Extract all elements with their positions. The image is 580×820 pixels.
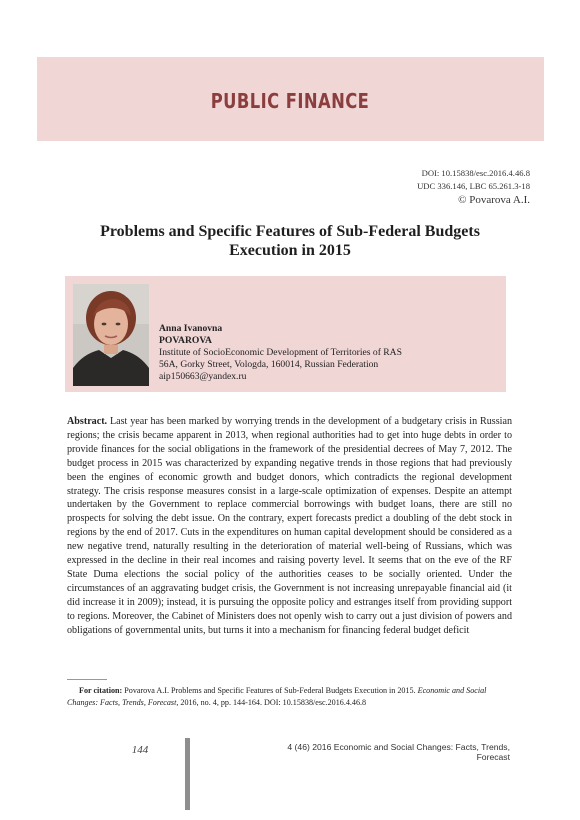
article-meta (417, 167, 530, 207)
footnote-divider (67, 679, 107, 680)
copyright-text: © Povarova A.I. (458, 194, 530, 206)
title-line-2: Execution in 2015 (229, 242, 351, 259)
citation-details: , 2016, no. 4, pp. 144-164. DOI: 10.15838/esc.2016.4.46.8 (176, 697, 367, 707)
author-first-names: Anna Ivanovna (159, 323, 223, 334)
author-photo (73, 284, 149, 386)
udc-text: UDC 336.146, LBC 65.261.3-18 (417, 181, 530, 191)
section-title: PUBLIC FINANCE (210, 89, 370, 113)
abstract (67, 415, 512, 638)
footer-divider-bar (185, 738, 190, 810)
doi-text: DOI: 10.15838/esc.2016.4.46.8 (421, 168, 530, 178)
article-title (60, 222, 520, 260)
author-address: 56A, Gorky Street, Vologda, 160014, Russian Federation (159, 359, 379, 370)
author-portrait-icon (73, 284, 149, 386)
citation-label: For citation: (79, 686, 123, 695)
author-email: aip150663@yandex.ru (159, 371, 247, 382)
citation-text: Povarova A.I. Problems and Specific Features of Sub-Federal Budgets Execution in 2015. (124, 686, 416, 695)
footer-journal: 4 (46) 2016 Economic and Social Changes: Facts, Trends, Forecast (287, 742, 510, 762)
abstract-label: Abstract. (67, 416, 108, 427)
author-last-name: POVAROVA (159, 335, 212, 346)
author-institution: Institute of SocioEconomic Development of Territories of RAS (159, 347, 402, 358)
title-line-1: Problems and Specific Features of Sub-Federal Budgets (100, 223, 480, 240)
page-number: 144 (131, 744, 149, 756)
citation (67, 685, 512, 708)
author-info (159, 323, 402, 383)
citation-journal: Economic and Social Changes: Facts, Trends, Forecast (67, 686, 487, 707)
abstract-text: Last year has been marked by worrying trends in the development of a budgetary crisis in Russian regions; the crisis became apparent in 2013, when regional authorities had to get into huge debts in order to provide finances for the social obligations in the framework of the presidential decrees of May 7, 2012. The budget process in 2015 was characterized by expanding negative trends in those regions that had previously been the engines of economic growth and budget donors, which contradicts the regional development strategy. The crisis response measures consist in a large-scale optimization of expenses. Despite an attempt undertaken by the Government to replace commercial borrowings with budget loans, there are still no prospects for solving the debt issue. On the contrary, expert forecasts predict a doubling of the debt stock in regions by the end of 2017. Cuts in the expenditures on human capital development should be considered as a new negative trend, naturally resulting in the deterioration of material well-being of Russians, which was expressed in the decline in their real incomes and raising poverty level. It seems that on the eve of the RF State Duma elections the social policy of the authorities ceases to be socially oriented. Under the circumstances of an aggravating budget crisis, the Government is not increasing unrepayable financial aid (it did increase it in 2009); instead, it is pursuing the opposite policy and estranges itself from providing support to regions. Moreover, the Cabinet of Ministers does not openly wish to carry out a just division of powers and obligations of governmental units, but turns it into a mechanism for financing federal budget deficit (67, 416, 512, 636)
